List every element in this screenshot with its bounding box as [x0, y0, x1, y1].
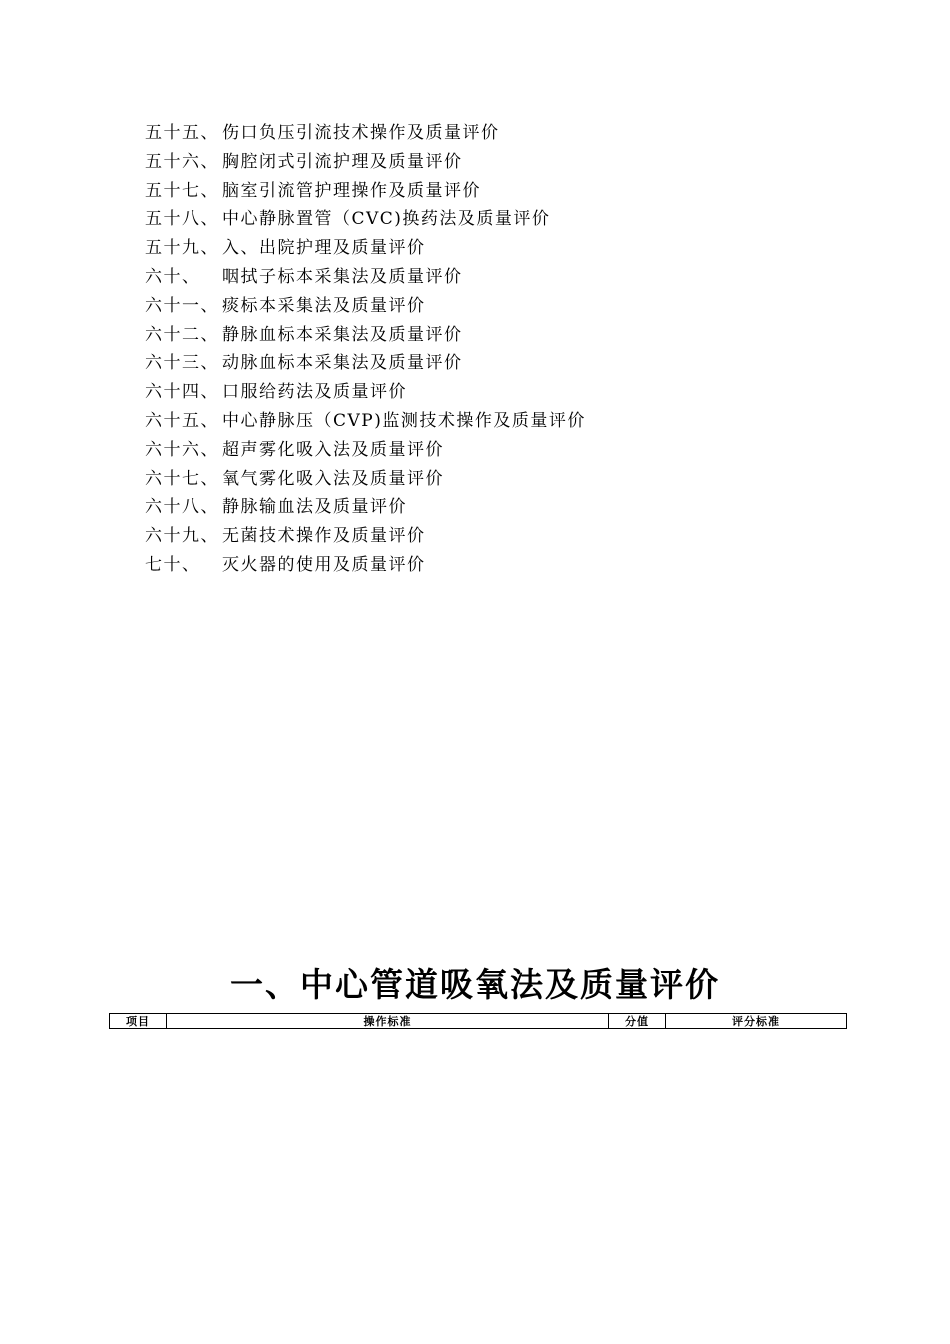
toc-item — [145, 321, 586, 350]
column-header-standard: 操作标准 — [167, 1014, 609, 1029]
toc-item-number: 六十六、 — [145, 439, 219, 460]
toc-item-number: 五十六、 — [145, 151, 219, 172]
toc-item-number: 六十五、 — [145, 410, 219, 431]
toc-item-number: 六十一、 — [145, 295, 219, 316]
toc-item — [145, 205, 586, 234]
column-header-score: 分值 — [609, 1014, 666, 1029]
toc-item — [145, 436, 586, 465]
toc-item-title: 无菌技术操作及质量评价 — [222, 526, 426, 547]
toc-item-title: 入、出院护理及质量评价 — [222, 238, 426, 259]
toc-item-title: 中心静脉压（CVP)监测技术操作及质量评价 — [222, 410, 586, 431]
toc-item — [145, 465, 586, 494]
toc-item-title: 超声雾化吸入法及质量评价 — [222, 439, 444, 460]
toc-item-title: 静脉输血法及质量评价 — [222, 497, 407, 518]
toc-item-title: 胸腔闭式引流护理及质量评价 — [222, 151, 463, 172]
toc-item-number: 六十七、 — [145, 468, 219, 489]
toc-item-title: 咽拭子标本采集法及质量评价 — [222, 266, 463, 287]
score-table — [109, 1013, 847, 1029]
toc-item — [145, 522, 586, 551]
column-header-item: 项目 — [110, 1014, 167, 1029]
toc-item-title: 脑室引流管护理操作及质量评价 — [222, 180, 481, 201]
toc-item-number: 六十、 — [145, 266, 201, 287]
toc-item — [145, 493, 586, 522]
toc-item — [145, 551, 586, 580]
table-of-contents — [145, 119, 586, 580]
toc-item — [145, 177, 586, 206]
toc-item-number: 五十五、 — [145, 123, 219, 143]
toc-item-title: 静脉血标本采集法及质量评价 — [222, 324, 463, 345]
toc-item-title: 痰标本采集法及质量评价 — [222, 295, 426, 316]
toc-item — [145, 234, 586, 263]
toc-item — [145, 119, 586, 148]
toc-item — [145, 378, 586, 407]
toc-item-title: 动脉血标本采集法及质量评价 — [222, 353, 463, 374]
toc-item-number: 五十九、 — [145, 238, 219, 259]
toc-item-number: 六十八、 — [145, 497, 219, 518]
section-title: 一、中心管道吸氧法及质量评价 — [230, 965, 720, 1004]
toc-item-number: 六十二、 — [145, 324, 219, 345]
toc-item-title: 口服给药法及质量评价 — [222, 382, 407, 403]
toc-item-number: 七十、 — [145, 554, 201, 575]
toc-item-number: 五十七、 — [145, 180, 219, 201]
toc-item-title: 氧气雾化吸入法及质量评价 — [222, 468, 444, 489]
toc-item — [145, 263, 586, 292]
toc-item-title: 中心静脉置管（CVC)换药法及质量评价 — [222, 209, 551, 230]
toc-item-number: 六十九、 — [145, 526, 219, 547]
toc-item — [145, 349, 586, 378]
toc-item — [145, 407, 586, 436]
toc-item-title: 灭火器的使用及质量评价 — [222, 554, 426, 575]
toc-item-number: 五十八、 — [145, 209, 219, 230]
toc-item-title: 伤口负压引流技术操作及质量评价 — [222, 123, 500, 143]
table-header-row — [110, 1014, 847, 1029]
toc-item — [145, 292, 586, 321]
toc-item-number: 六十四、 — [145, 382, 219, 403]
column-header-criteria: 评分标准 — [666, 1014, 847, 1029]
toc-item-number: 六十三、 — [145, 353, 219, 374]
toc-item — [145, 148, 586, 177]
